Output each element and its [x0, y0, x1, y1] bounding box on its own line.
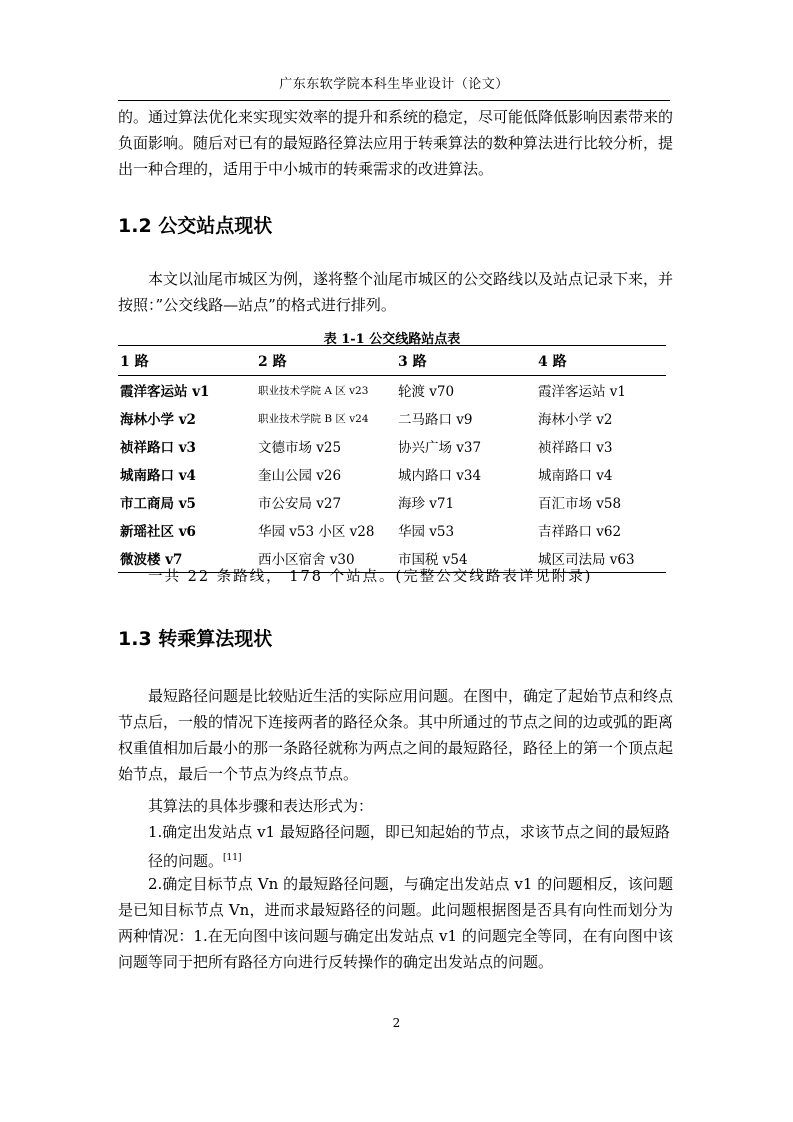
table-cell: 市国税 v54	[396, 544, 536, 573]
table-cell: 海珍 v71	[398, 496, 455, 512]
table-cell: 祯祥路口 v3	[120, 440, 196, 456]
table-row	[118, 404, 666, 432]
table-row	[118, 488, 666, 516]
step-2: 2.确定目标节点 Vn 的最短路径问题，与确定出发站点 v1 的问题相反，该问题是已知目标节点 Vn，进而求最短路径的问题。此问题根据图是否具有向性而划分为两种情况：1.在无向图中该问题与确定出发站点 v1 的问题完全等同，在有向图中该问题等同于把所有路径方向进行反转操作的确定出发站点的问题。	[118, 875, 673, 971]
page-header-title: 广东东软学院本科生毕业设计（论文）	[279, 77, 509, 92]
step-1-line-2: 径的问题。	[148, 852, 224, 870]
page-number: 2	[392, 1016, 401, 1030]
table-cell: 协兴广场 v37	[398, 440, 482, 456]
table-cell: 新瑶社区 v6	[120, 524, 196, 540]
table-row	[118, 516, 666, 544]
table-cell: 城区司法局 v63	[536, 544, 666, 573]
table-header-row	[118, 346, 666, 376]
table-cell: 职业技术学院 A 区 v23	[258, 384, 369, 397]
column-header: 1 路	[118, 346, 256, 376]
step-1	[148, 819, 673, 874]
table-cell: 职业技术学院 B 区 v24	[258, 412, 369, 425]
section-1-3-paragraph-2: 其算法的具体步骤和表达形式为：	[148, 797, 374, 815]
table-cell: 城南路口 v4	[120, 468, 196, 484]
table-row	[118, 460, 666, 488]
table-caption: 表 1-1 公交线路站点表	[323, 332, 461, 347]
table-cell: 微波楼 v7	[118, 544, 256, 573]
column-header: 4 路	[536, 346, 666, 376]
table-cell: 轮渡 v70	[398, 384, 455, 400]
table-note: 一共 22 条路线， 178 个站点。(完整公交线路表详见附录)	[148, 569, 593, 585]
table-cell: 海林小学 v2	[120, 412, 196, 428]
bus-route-table	[118, 345, 666, 573]
table-cell: 城南路口 v4	[538, 468, 613, 484]
header-divider	[118, 100, 670, 101]
table-cell: 华园 v53	[398, 524, 455, 540]
table-row	[118, 432, 666, 460]
section-1-2-paragraph: 本文以汕尾市城区为例，遂将整个汕尾市城区的公交路线以及站点记录下来，并按照：”公交线路—站点”的格式进行排列。	[118, 270, 674, 314]
table-cell: 市工商局 v5	[120, 496, 196, 512]
table-cell: 文德市场 v25	[258, 440, 342, 456]
table-cell: 祯祥路口 v3	[538, 440, 613, 456]
column-header: 3 路	[396, 346, 536, 376]
section-heading-1-3: 1.3 转乘算法现状	[118, 628, 273, 650]
column-header: 2 路	[256, 346, 396, 376]
table-cell: 城内路口 v34	[398, 468, 482, 484]
table-cell: 吉祥路口 v62	[538, 524, 622, 540]
section-heading-1-2: 1.2 公交站点现状	[118, 215, 273, 237]
table-cell: 百汇市场 v58	[538, 496, 622, 512]
table-cell: 华园 v53 小区 v28	[258, 524, 375, 540]
table-cell: 西小区宿舍 v30	[256, 544, 396, 573]
table-cell: 市公安局 v27	[258, 496, 342, 512]
section-1-3-paragraph-1: 最短路径问题是比较贴近生活的实际应用问题。在图中，确定了起始节点和终点节点后，一般的情况下连接两者的路径众条。其中所通过的节点之间的边或弧的距离权重值相加后最小的那一条路径就称为两点之间的最短路径，路径上的第一个顶点起始节点，最后一个节点为终点节点。	[118, 687, 674, 783]
table-cell: 海林小学 v2	[538, 412, 613, 428]
table-cell: 霞洋客运站 v1	[538, 384, 627, 400]
table-cell: 二马路口 v9	[398, 412, 473, 428]
table-cell: 霞洋客运站 v1	[120, 384, 210, 400]
step-1-line-2-wrapper	[148, 845, 673, 874]
step-1-line-1: 1.确定出发站点 v1 最短路径问题，即已知起始的节点，求该节点之间的最短路	[148, 823, 670, 841]
intro-paragraph: 的。通过算法优化来实现实效率的提升和系统的稳定，尽可能低降低影响因素带来的负面影响。随后对已有的最短路径算法应用于转乘算法的数种算法进行比较分析，提出一种合理的，适用于中小城市的转乘需求的改进算法。	[118, 108, 674, 178]
citation: [11]	[223, 853, 242, 863]
table-cell: 奎山公园 v26	[258, 468, 342, 484]
table-row	[118, 376, 666, 405]
